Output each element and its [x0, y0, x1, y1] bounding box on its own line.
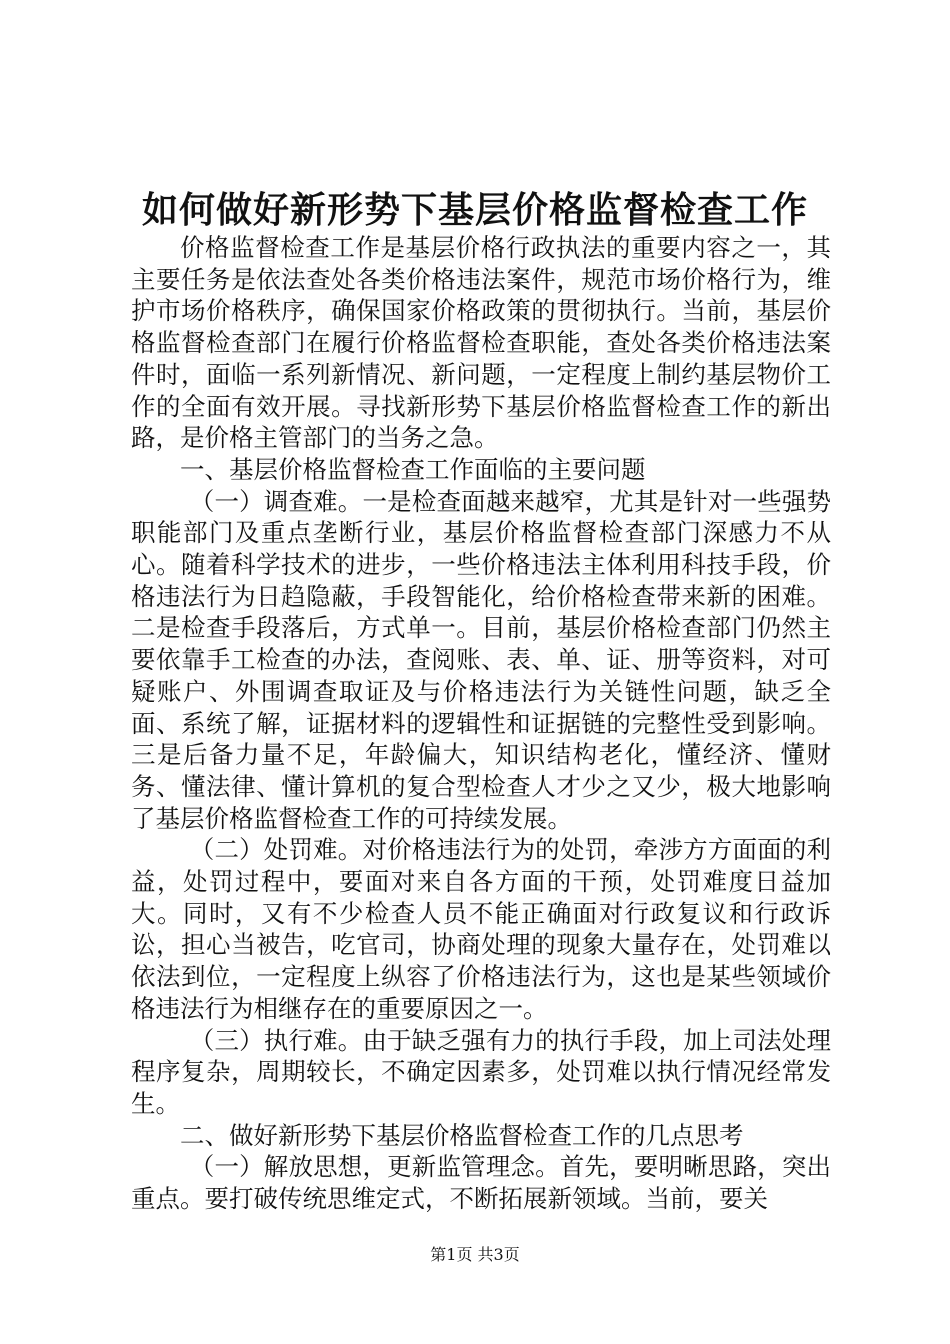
intro-paragraph: 价格监督检查工作是基层价格行政执法的重要内容之一，其主要任务是依法查处各类价格违法案件，规范市场价格行为，维护市场价格秩序，确保国家价格政策的贯彻执行。当前，基层价格监督检查部门在履行价格监督检查职能，查处各类价格违法案件时，面临一系列新情况、新问题，一定程度上制约基层物价工作的全面有效开展。寻找新形势下基层价格监督检查工作的新出路，是价格主管部门的当务之急。 [131, 233, 831, 453]
subsection-enforcement: （三）执行难。由于缺乏强有力的执行手段，加上司法处理程序复杂，周期较长，不确定因素多，处罚难以执行情况经常发生。 [131, 1025, 831, 1118]
document-body [131, 232, 831, 1215]
section-heading-2: 二、做好新形势下基层价格监督检查工作的几点思考 [180, 1120, 744, 1150]
page-footer: 第1页 共3页 [430, 1245, 520, 1264]
subsection-penalty: （二）处罚难。对价格违法行为的处罚，牵涉方方面面的利益，处罚过程中，要面对来自各方面的干预，处罚难度日益加大。同时，又有不少检查人员不能正确面对行政复议和行政诉讼，担心当被告，吃官司，协商处理的现象大量存在，处罚难以依法到位，一定程度上纵容了价格违法行为，这也是某些领域价格违法行为相继存在的重要原因之一。 [131, 835, 831, 1023]
document-title: 如何做好新形势下基层价格监督检查工作 [141, 189, 808, 231]
subsection-investigation: （一）调查难。一是检查面越来越窄，尤其是针对一些强势职能部门及重点垄断行业，基层价格监督检查部门深感力不从心。随着科学技术的进步，一些价格违法主体利用科技手段，价格违法行为日趋隐蔽，手段智能化，给价格检查带来新的困难。二是检查手段落后，方式单一。目前，基层价格检查部门仍然主要依靠手工检查的办法，查阅账、表、单、证、册等资料，对可疑账户、外围调查取证及与价格违法行为关链性问题，缺乏全面、系统了解，证据材料的逻辑性和证据链的完整性受到影响。三是后备力量不足，年龄偏大，知识结构老化，懂经济、懂财务、懂法律、懂计算机的复合型检查人才少之又少，极大地影响了基层价格监督检查工作的可持续发展。 [131, 486, 831, 833]
subsection-emancipate-thinking: （一）解放思想，更新监管理念。首先，要明晰思路，突出重点。要打破传统思维定式，不断拓展新领域。当前，要关 [131, 1152, 831, 1214]
section-heading-1: 一、基层价格监督检查工作面临的主要问题 [180, 454, 646, 484]
